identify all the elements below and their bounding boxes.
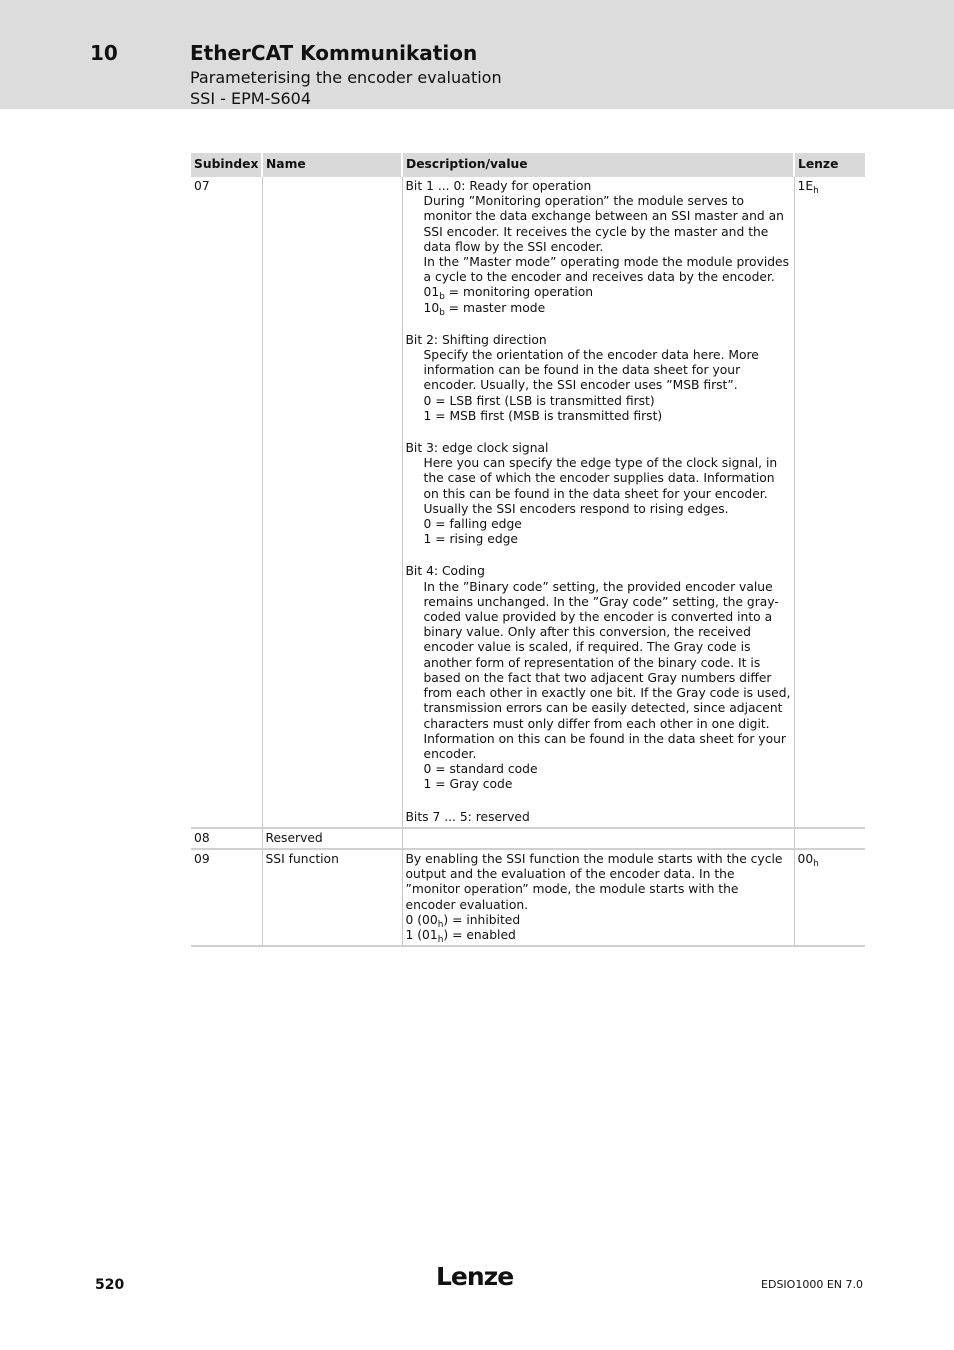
bit4-text: In the ”Binary code” setting, the provided encoder value remains unchanged. In the ”Gray code” setting, the gray-coded value provided by the encoder is converted into a binary value. Only after this conversion, the received encoder value is scaled, if required. The Gray code is another form of representation of the binary code. It is based on the fact that two adjacent Gray numbers differ from each other in exactly one bit. If the Gray code is used, transmission errors can be easily detected, since adjacent characters must only differ from each other in one digit. Information on this can be found in the data sheet for your encoder. [423,579,791,761]
bit1-heading: Bit 1 ... 0: Ready for operation [405,179,592,193]
bit3-value-2: 1 = rising edge [423,532,518,547]
bit2-value-2: 1 = MSB first (MSB is transmitted first) [423,408,663,423]
cell-subindex: 09 [191,849,262,946]
bit2-heading: Bit 2: Shifting direction [405,332,547,347]
bit1-text-1: During ”Monitoring operation” the module serves to monitor the data exchange between an SSI master and an SSI encoder. It receives the cycle by the master and the data flow by the SSI encoder. [423,194,784,254]
chapter-title: EtherCAT Kommunikation [190,41,478,65]
cell-lenze: $00_h$ [794,849,865,946]
cell-name: SSI function [262,849,402,946]
column-header-name: Name [262,153,402,177]
chapter-number: 10 [90,41,118,65]
document-id: EDSIO1000 EN 7.0 [761,1278,863,1291]
cell-name: Reserved [262,828,402,849]
table-row-08 [191,828,865,849]
cell-description [402,849,794,946]
bits-reserved: Bits 7 ... 5: reserved [405,809,530,824]
bit3-heading: Bit 3: edge clock signal [405,441,549,456]
cell-description [402,828,794,849]
bit1-value-2: $10_b$ = master mode [423,300,546,318]
table-row-09 [191,849,865,946]
bit1-value-1: $01_b$ = monitoring operation [423,285,594,303]
parameter-table [191,153,865,947]
subsection-title: SSI - EPM-S604 [190,89,312,108]
cell-subindex: 07 [191,177,262,828]
bit2-text: Specify the orientation of the encoder data here. More information can be found in the data sheet for your encoder. Usually, the SSI encoder uses ”MSB first”. [423,348,759,393]
bit3-text: Here you can specify the edge type of the clock signal, in the case of which the encoder supplies data. Information on this can be found in the data sheet for your encoder. Usually the SSI encoders respond to rising edges. [423,456,778,516]
bit4-heading: Bit 4: Coding [405,564,485,579]
bit2-value-1: 0 = LSB first (LSB is transmitted first) [423,393,655,408]
ssi-function-text: By enabling the SSI function the module starts with the cycle output and the evaluation of the encoder data. In the ”monitor operation” mode, the module starts with the encoder evaluation. [405,851,783,912]
cell-subindex: 08 [191,828,262,849]
cell-name [262,177,402,828]
section-title: Parameterising the encoder evaluation [190,68,502,87]
column-header-subindex: Subindex [191,153,262,177]
bit3-value-1: 0 = falling edge [423,517,522,532]
lenze-logo: Lenze [436,1262,514,1291]
page-number: 520 [95,1277,125,1293]
cell-description [402,177,794,828]
bit4-value-1: 0 = standard code [423,762,538,777]
ssi-value-2: 1 $(01_h)$ = enabled [405,927,516,945]
column-header-description: Description/value [402,153,794,177]
cell-lenze: $1E_h$ [794,177,865,828]
column-header-lenze: Lenze [794,153,865,177]
bit1-text-2: In the ”Master mode” operating mode the module provides a cycle to the encoder and receives data by the encoder. [423,255,790,285]
bit4-value-2: 1 = Gray code [423,777,513,792]
table-header-row [191,153,865,177]
cell-lenze [794,828,865,849]
table-row-07 [191,177,865,828]
ssi-value-1: 0 $(00_h)$ = inhibited [405,912,521,930]
